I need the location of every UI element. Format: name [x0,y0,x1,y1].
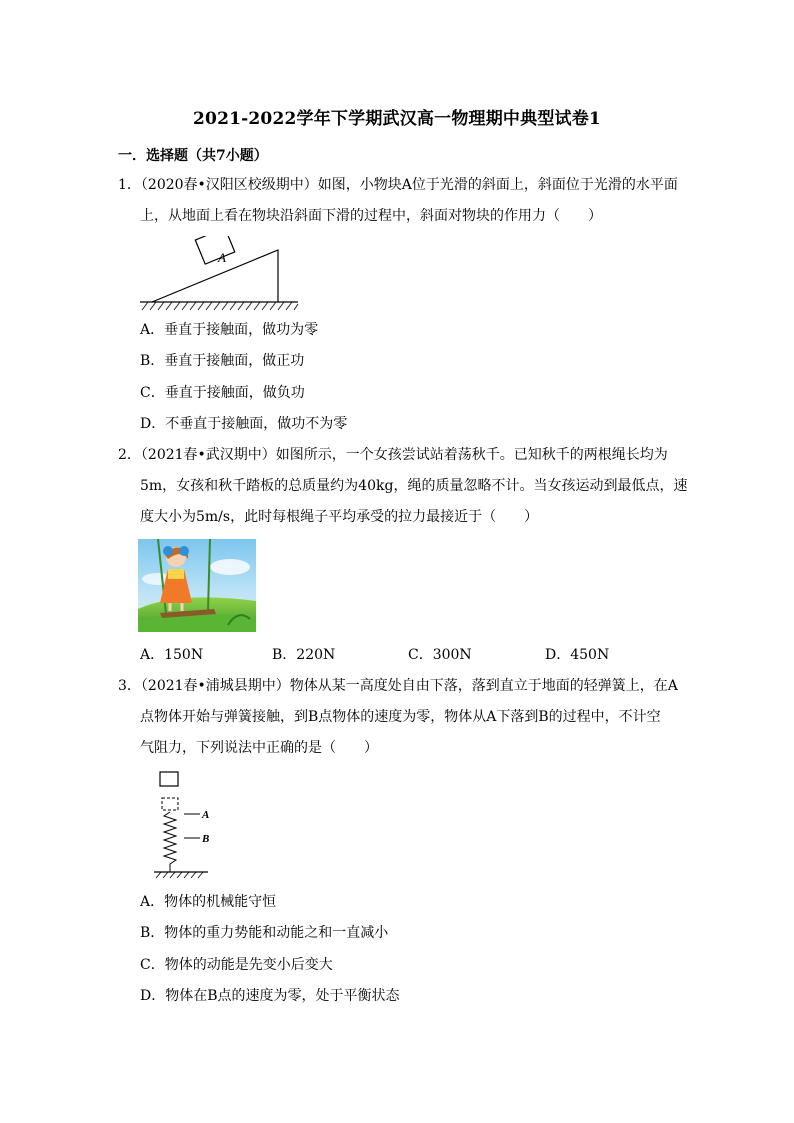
point-b-label: B [202,833,210,845]
q1-option-d[interactable]: D．不垂直于接触面，做功不为零 [140,416,348,432]
q2-option-a[interactable]: A．150N [140,647,204,663]
q1-stem-line-2: 上，从地面上看在物块沿斜面下滑的过程中，斜面对物块的作用力（ ） [140,208,602,224]
q2-option-d[interactable]: D．450N [545,647,610,663]
q3-stem-line-2: 点物体开始与弹簧接触，到B点物体的速度为零，物体从A下落到B的过程中，不计空 [140,709,661,725]
q1-stem-line-1: 1．（2020春•汉阳区校级期中）如图，小物块A位于光滑的斜面上，斜面位于光滑的水平面 [118,177,678,193]
q2-option-b[interactable]: B．220N [272,647,336,663]
q2-stem-line-2: 5m，女孩和秋千踏板的总质量约为40kg，绳的质量忽略不计。当女孩运动到最低点，速 [140,478,688,494]
q3-stem-line-1: 3．（2021春•浦城县期中）物体从某一高度处自由下落，落到直立于地面的轻弹簧上，在A [118,678,678,694]
page-title: 2021-2022学年下学期武汉高一物理期中典型试卷1 [193,109,601,129]
incline-figure [138,236,300,312]
block-label: A [218,250,226,265]
q3-option-b[interactable]: B．物体的重力势能和动能之和一直减小 [140,925,389,941]
q2-option-c[interactable]: C．300N [408,647,472,663]
q2-stem-line-3: 度大小为5m/s，此时每根绳子平均承受的拉力最接近于（ ） [140,509,539,525]
q3-stem-line-3: 气阻力，下列说法中正确的是（ ） [140,740,378,756]
q3-option-a[interactable]: A．物体的机械能守恒 [140,894,277,910]
spring-figure [140,768,230,880]
swing-girl-image [138,539,256,632]
section-heading: 一．选择题（共7小题） [118,148,268,164]
point-a-label: A [202,809,210,821]
q1-option-b[interactable]: B．垂直于接触面，做正功 [140,353,305,369]
q1-option-a[interactable]: A．垂直于接触面，做功为零 [140,322,319,338]
q2-stem-line-1: 2．（2021春•武汉期中）如图所示，一个女孩尝试站着荡秋千。已知秋千的两根绳长均为 [118,447,668,463]
q1-option-c[interactable]: C．垂直于接触面，做负功 [140,385,305,401]
q3-option-d[interactable]: D．物体在B点的速度为零，处于平衡状态 [140,988,400,1004]
q3-option-c[interactable]: C．物体的动能是先变小后变大 [140,957,333,973]
